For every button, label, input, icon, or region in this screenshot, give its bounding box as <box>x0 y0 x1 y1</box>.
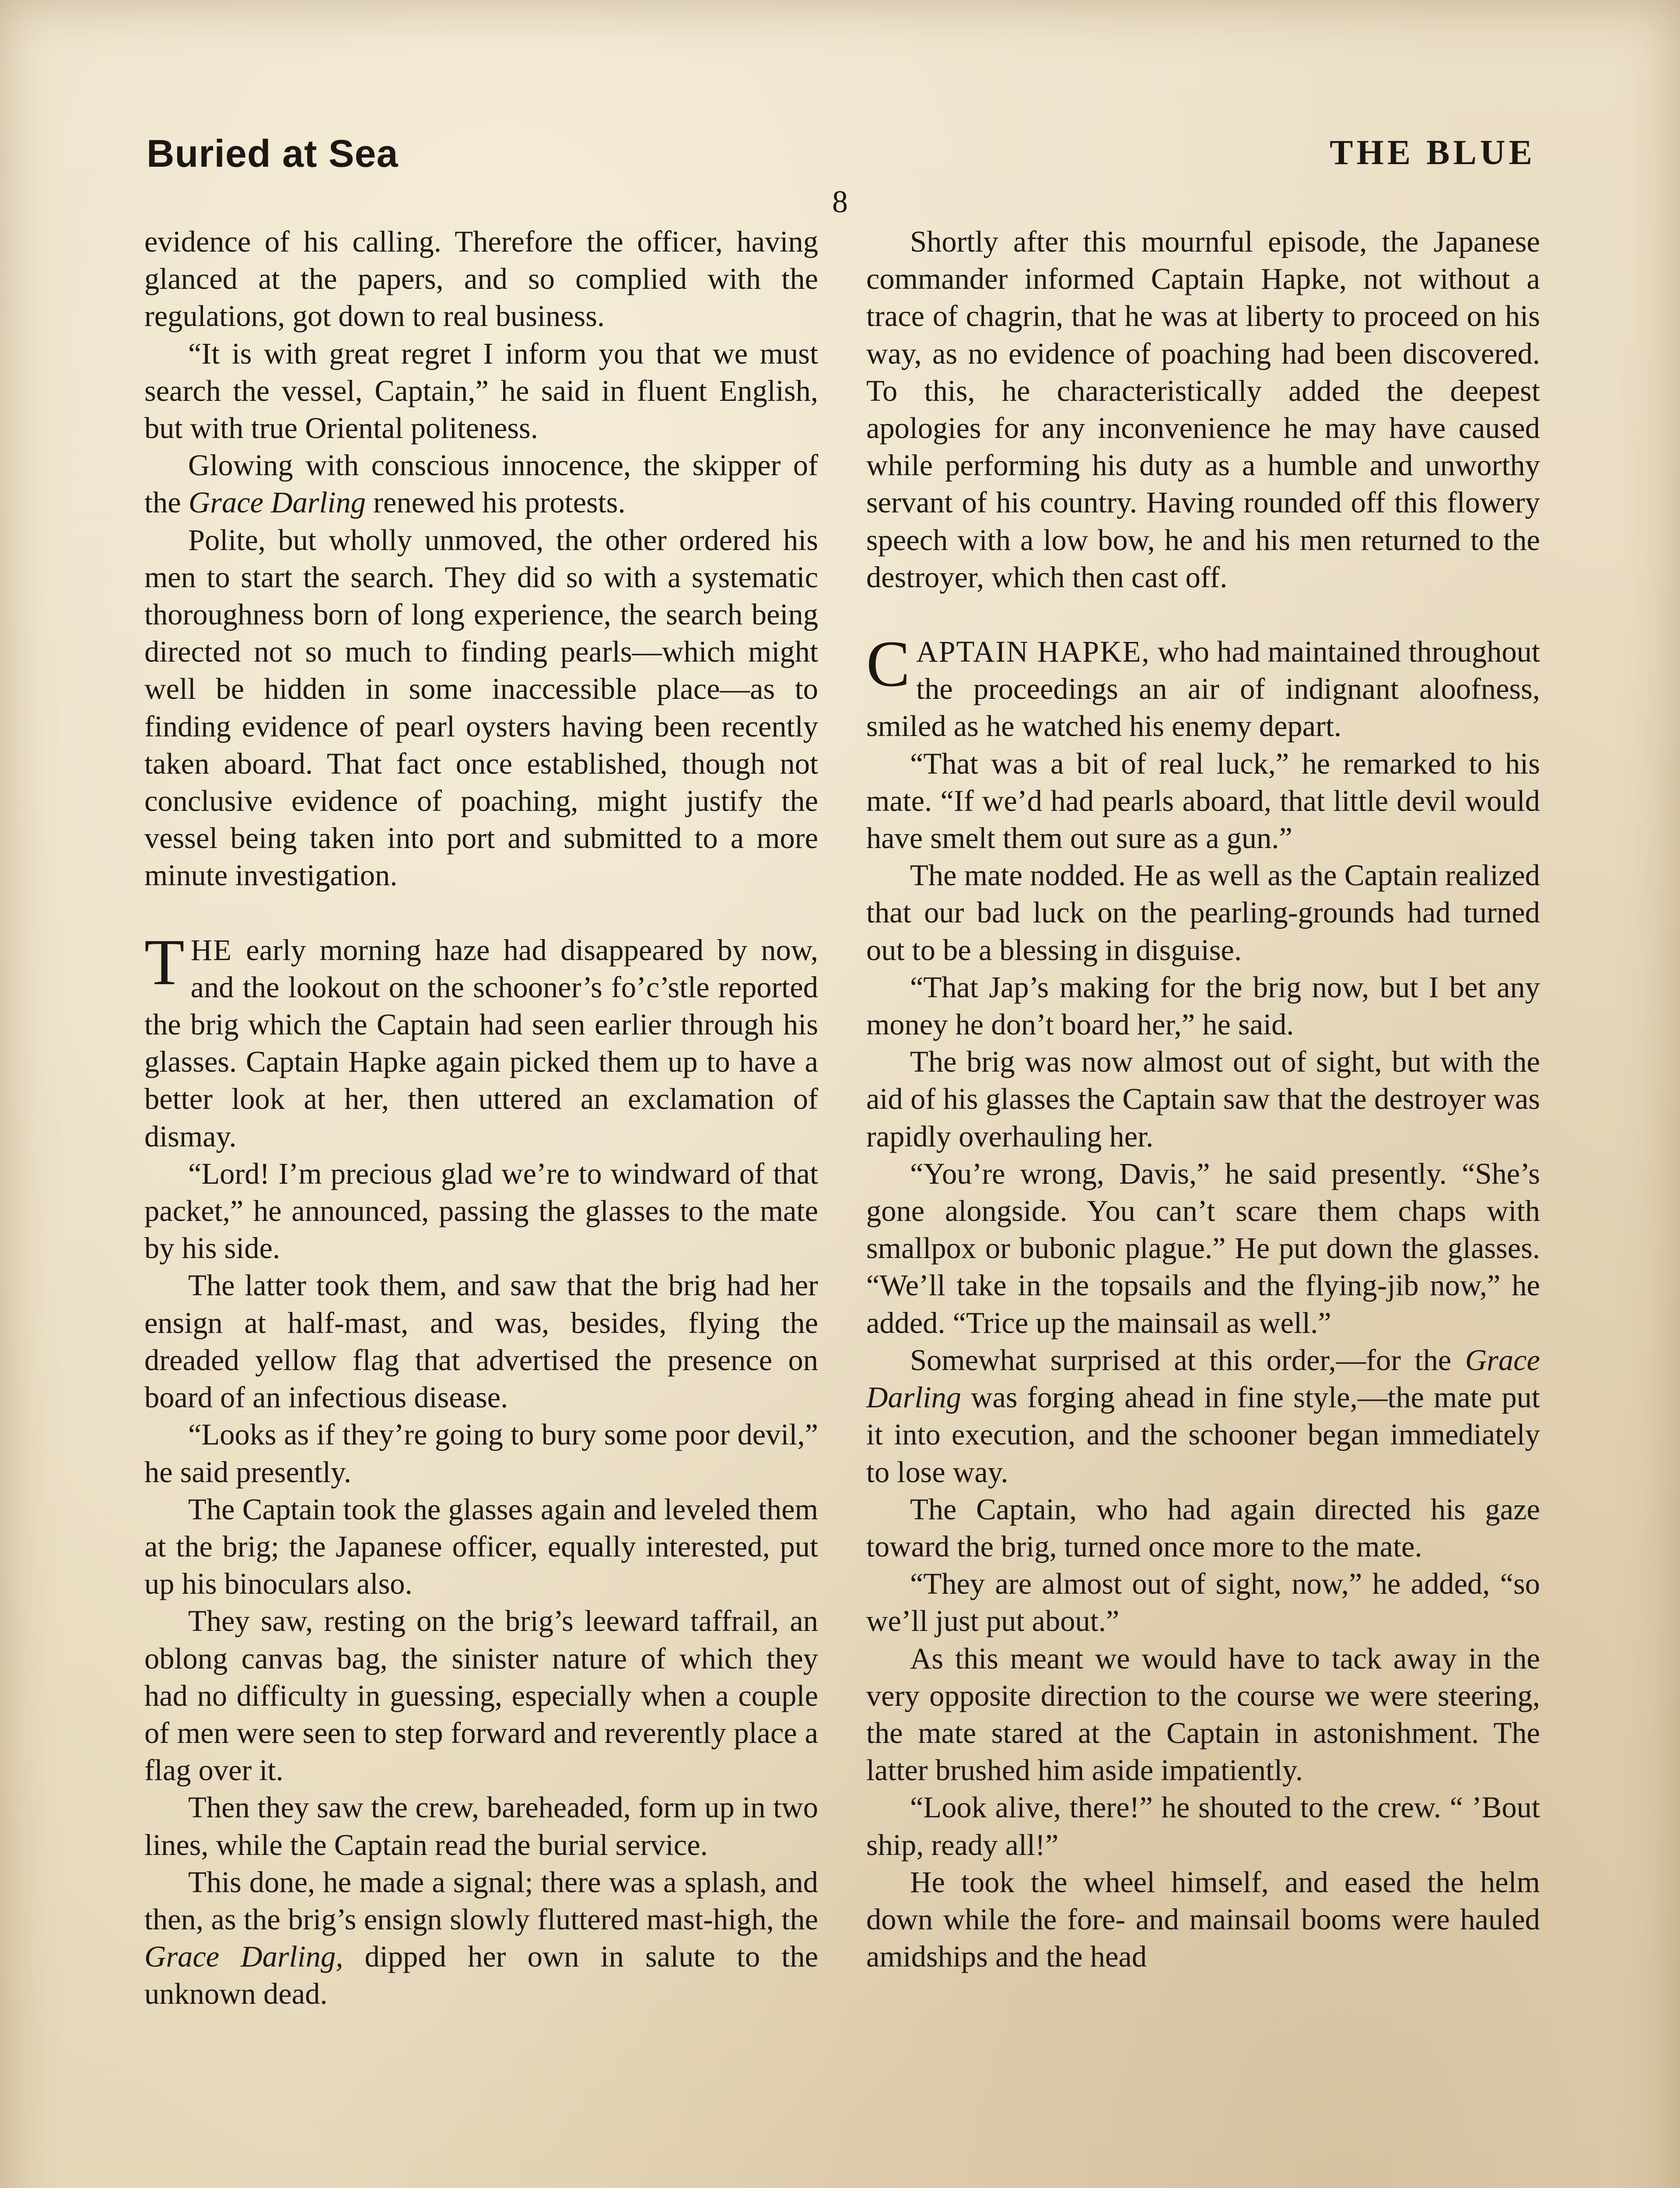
paragraph: “Look alive, there!” he shouted to the crew. “ ’Bout ship, ready all!” <box>866 1791 1540 1862</box>
paragraph: The Captain, who had again directed his gaze toward the brig, turned once more to the mate. <box>866 1492 1540 1563</box>
paragraph: “Lord! I’m precious glad we’re to windward of that packet,” he announced, passing the glasses to the mate by his side. <box>144 1157 818 1265</box>
paragraph: This done, he made a signal; there was a splash, and then, as the brig’s ensign slowly fluttered mast-high, the Grace Darling, dipped her own in salute to the unknown dead. <box>144 1865 818 2011</box>
story-title: Buried at Sea <box>147 132 399 175</box>
left-column <box>144 223 818 2013</box>
section-break <box>144 894 818 932</box>
paragraph: evidence of his calling. Therefore the officer, having glanced at the papers, and so complied with the regulations, got down to real business. <box>144 225 818 333</box>
paragraph: “That Jap’s making for the brig now, but I bet any money he don’t board her,” he said. <box>866 970 1540 1041</box>
paragraph: The latter took them, and saw that the brig had her ensign at half-mast, and was, besides, flying the dreaded yellow flag that advertised the presence on board of an infectious disease. <box>144 1269 818 1414</box>
running-head <box>147 131 1536 184</box>
drop-cap: C <box>866 628 910 701</box>
paragraph: “You’re wrong, Davis,” he said presently. “She’s gone alongside. You can’t scare them chaps with smallpox or bubonic plague.” He put down the glasses. “We’ll take in the topsails and the flying-jib now,” he added. “Trice up the mainsail as well.” <box>866 1157 1540 1339</box>
ship-name: Grace Darling <box>188 486 366 519</box>
drop-cap: T <box>144 926 185 999</box>
paragraph: Glowing with conscious innocence, the skipper of the Grace Darling renewed his protests. <box>144 449 818 519</box>
paragraph: Then they saw the crew, bareheaded, form up in two lines, while the Captain read the burial service. <box>144 1791 818 1862</box>
paragraph: The brig was now almost out of sight, but with the aid of his glasses the Captain saw that the destroyer was rapidly overhauling her. <box>866 1045 1540 1153</box>
paragraph: “They are almost out of sight, now,” he added, “so we’ll just put about.” <box>866 1567 1540 1638</box>
paragraph: Shortly after this mournful episode, the Japanese commander informed Captain Hapke, not without a trace of chagrin, that he was at liberty to proceed on his way, as no evidence of poaching had been discovered. To this, he characteristically added the deepest apologies for any inconvenience he may have caused while performing his duty as a humble and unworthy servant of his country. Having rounded off this flowery speech with a low bow, he and his men returned to the destroyer, which then cast off. <box>866 225 1540 594</box>
paragraph: “It is with great regret I inform you that we must search the vessel, Captain,” he said in fluent English, but with true Oriental politeness. <box>144 337 818 445</box>
ship-name: Grace Darling <box>866 1343 1540 1414</box>
right-column <box>866 223 1540 1975</box>
paragraph: They saw, resting on the brig’s leeward taffrail, an oblong canvas bag, the sinister nature of which they had no difficulty in guessing, especially when a couple of men were seen to step forward and reverently place a flag over it. <box>144 1604 818 1787</box>
paragraph: As this meant we would have to tack away in the very opposite direction to the course we were steering, the mate stared at the Captain in astonishment. The latter brushed him aside impatiently. <box>866 1641 1540 1787</box>
paragraph: “Looks as if they’re going to bury some poor devil,” he said presently. <box>144 1418 818 1489</box>
paragraph: Somewhat surprised at this order,—for the Grace Darling was forging ahead in fine style,—the mate put it into execution, and the schooner began immediately to lose way. <box>866 1343 1540 1489</box>
section-opening-paragraph: CAPTAIN HAPKE, who had maintained throughout the proceedings an air of indignant aloofness, smiled as he watched his enemy depart. <box>866 628 1540 743</box>
ship-name: Grace Darling, <box>144 1940 343 1974</box>
paragraph: The Captain took the glasses again and leveled them at the brig; the Japanese officer, equally interested, put up his binoculars also. <box>144 1492 818 1601</box>
paragraph: “That was a bit of real luck,” he remarked to his mate. “If we’d had pearls aboard, that little devil would have smelt them out sure as a gun.” <box>866 747 1540 855</box>
section-break <box>866 596 1540 633</box>
page-number: 8 <box>832 184 848 219</box>
paragraph: Polite, but wholly unmoved, the other ordered his men to start the search. They did so with a systematic thoroughness born of long experience, the search being directed not so much to finding pearls—which might well be hidden in some inaccessible place—as to finding evidence of pearl oysters having been recently taken aboard. That fact once established, though not conclusive evidence of poaching, might justify the vessel being taken into port and submitted to a more minute investigation. <box>144 523 818 892</box>
paragraph: He took the wheel himself, and eased the helm down while the fore- and mainsail booms were hauled amidships and the head <box>866 1865 1540 1974</box>
magazine-title: THE BLUE <box>1330 133 1536 172</box>
section-opening-paragraph: THE early morning haze had disappeared by now, and the lookout on the schooner’s fo’c’stle reported the brig which the Captain had seen earlier through his glasses. Captain Hapke again picked them up to have a better look at her, then uttered an exclamation of dismay. <box>144 926 818 1153</box>
paragraph: The mate nodded. He as well as the Captain realized that our bad luck on the pearling-grounds had turned out to be a blessing in disguise. <box>866 859 1540 967</box>
